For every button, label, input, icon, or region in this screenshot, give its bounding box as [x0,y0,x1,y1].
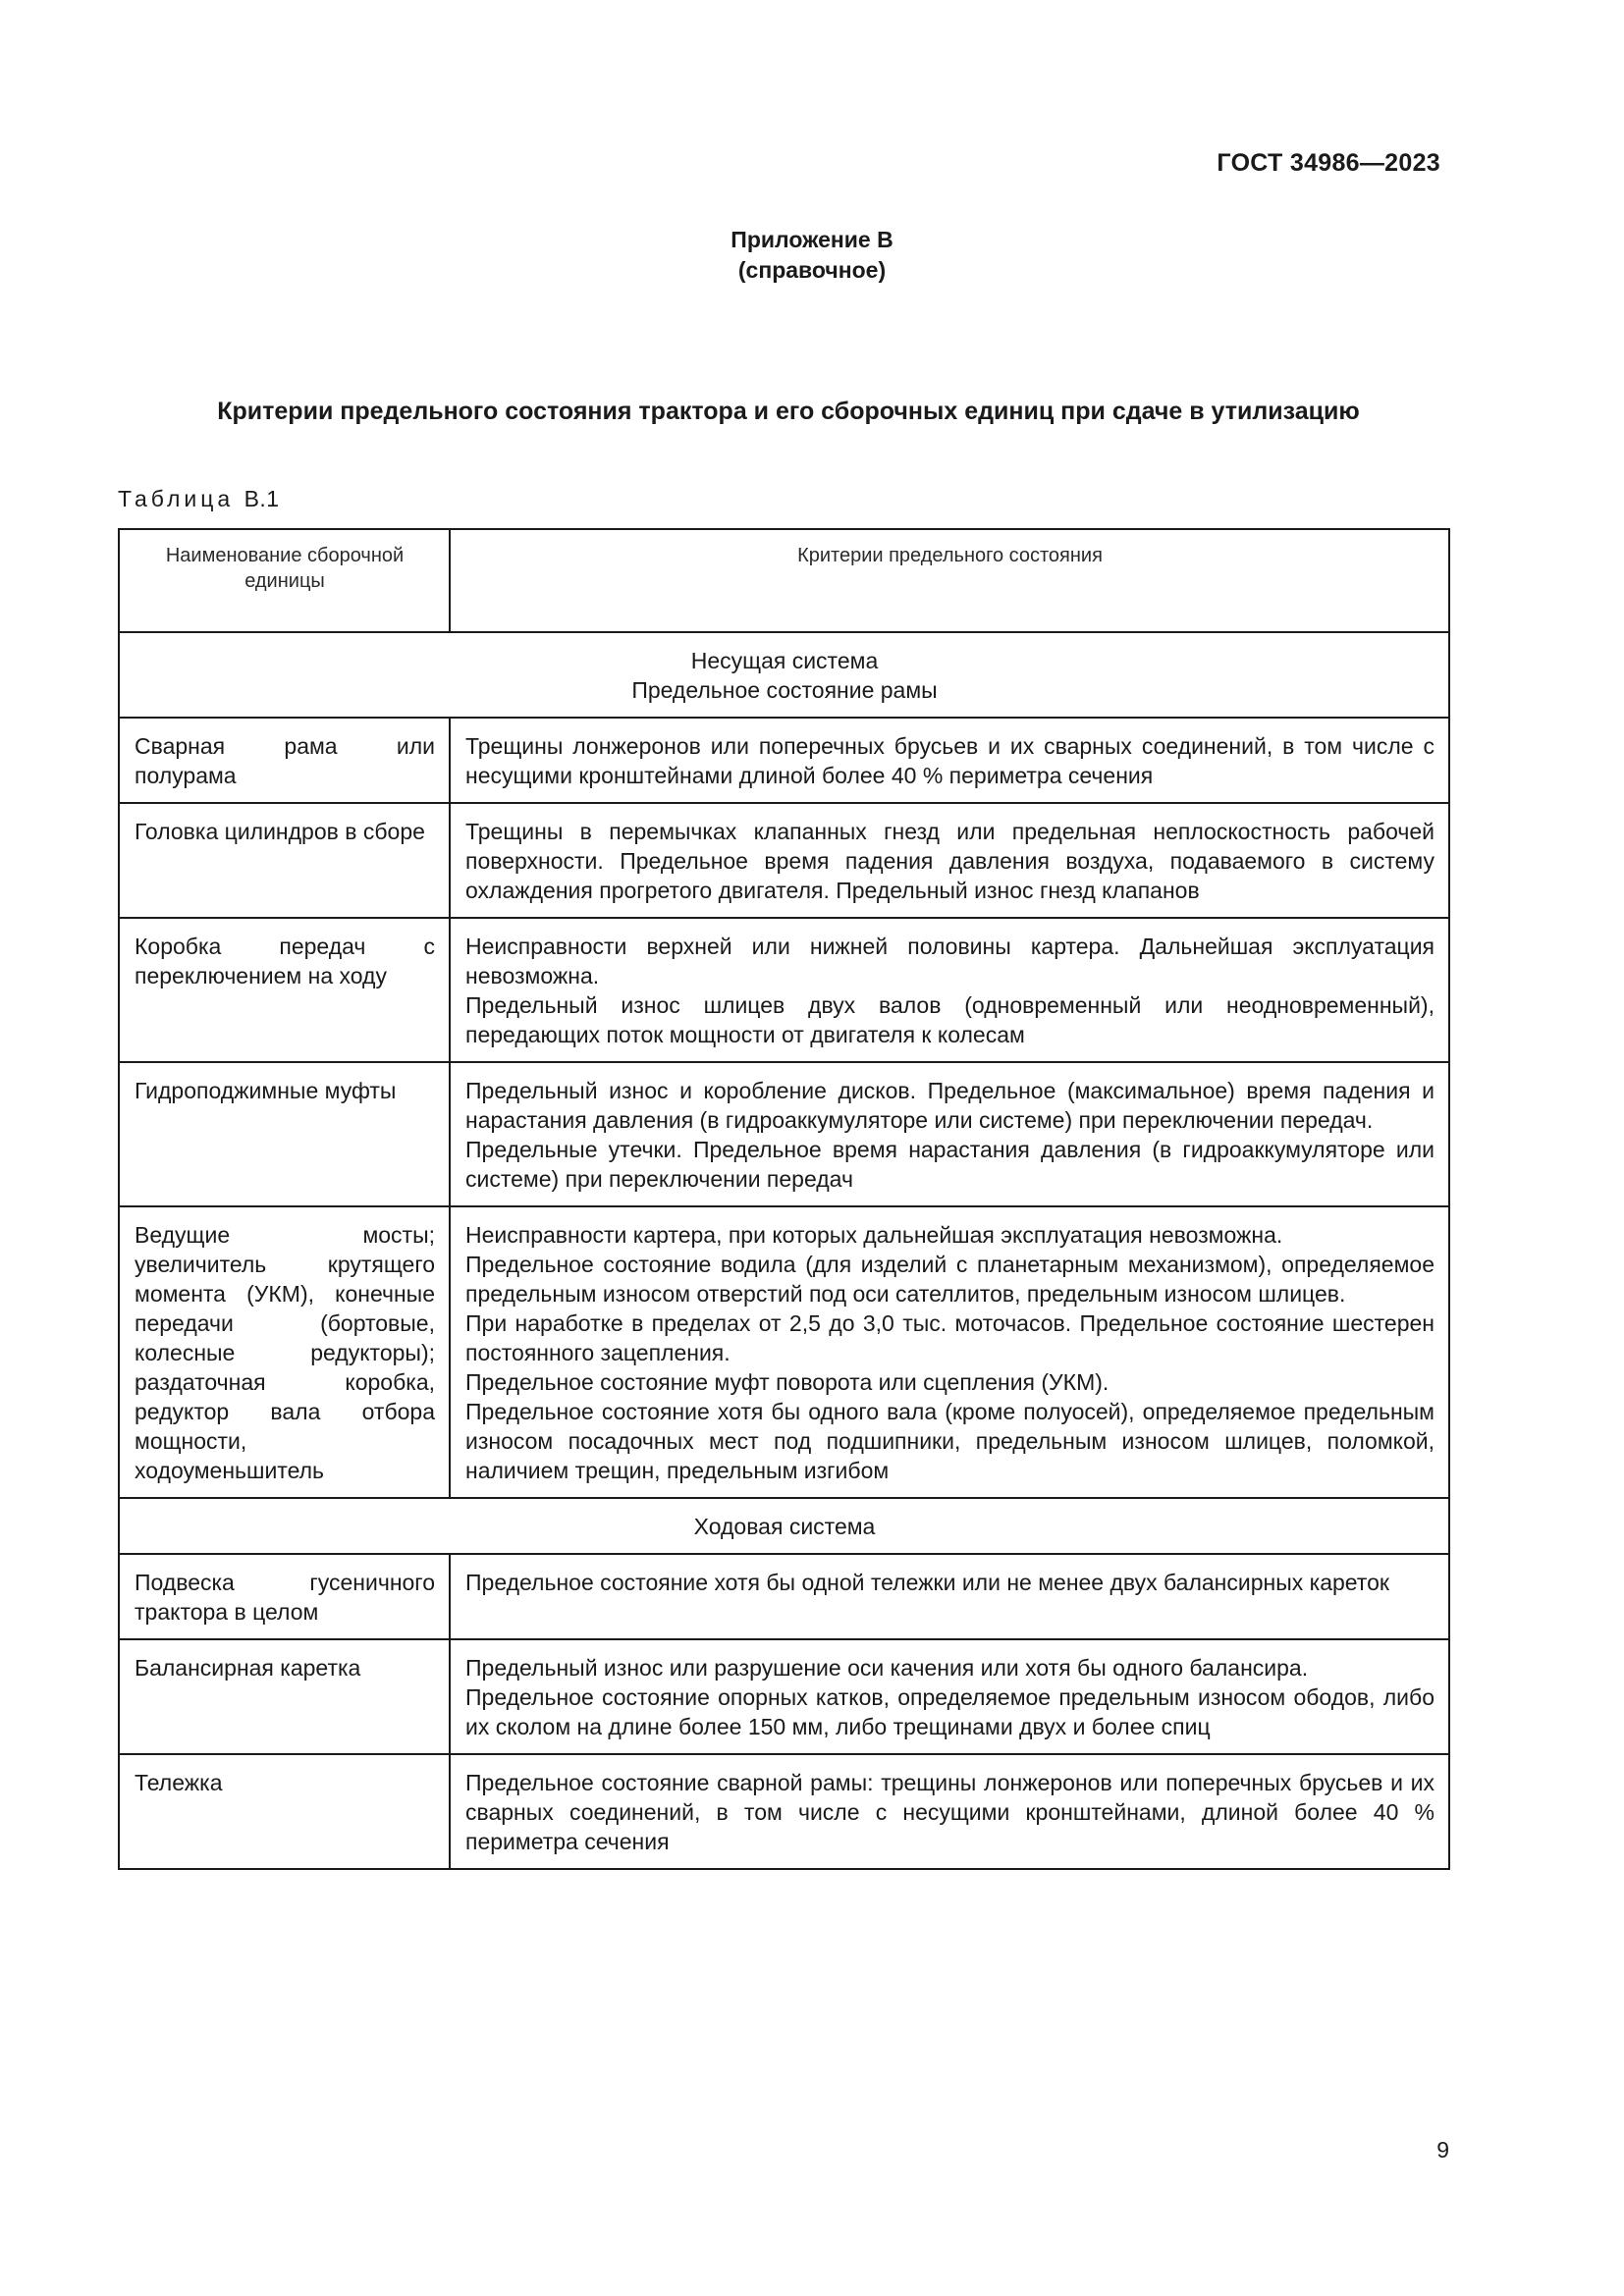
table-header-row [119,529,1449,632]
section-title-line: Несущая система [690,648,879,673]
page-number: 9 [1436,2137,1449,2163]
table-row [119,718,1449,803]
unit-name-cell: Балансирная каретка [119,1639,450,1754]
criteria-cell [450,1062,1449,1206]
table-row [119,1062,1449,1206]
unit-name-cell: Тележка [119,1754,450,1869]
criteria-paragraph: Предельное состояние сварной рамы: трещины лонжеронов или поперечных брусьев и их сварных соединений, в том числе с несущими кронштейнами, длиной более 40 % периметра сечения [465,1770,1435,1854]
criteria-paragraph: Предельный износ и коробление дисков. Предельное (максимальное) время падения и нарастания давления (в гидроаккумуляторе или системе) при переключении передач. [465,1078,1435,1133]
criteria-paragraph: Трещины лонжеронов или поперечных брусьев и их сварных соединений, в том числе с несущими кронштейнами длиной более 40 % периметра сечения [465,733,1435,788]
criteria-cell [450,1206,1449,1498]
table-label-number: В.1 [244,486,280,511]
criteria-paragraph: Неисправности верхней или нижней половины картера. Дальнейшая эксплуатация невозможна. [465,934,1435,988]
unit-name-cell: Ведущие мосты; увеличитель крутящего момента (УКМ), конечные передачи (бортовые, колесные редукторы); раздаточная коробка, редуктор вала отбора мощности, ходоуменьшитель [119,1206,450,1498]
table-row [119,803,1449,918]
criteria-cell [450,918,1449,1062]
unit-name-cell: Подвеска гусеничного трактора в целом [119,1554,450,1639]
section-heading: Критерии предельного состояния трактора и его сборочных единиц при сдаче в утилизацию [217,398,1360,425]
table-row [119,1639,1449,1754]
criteria-paragraph: Предельное состояние хотя бы одного вала (кроме полуосей), определяемое предельным износом посадочных мест под подшипники, предельным износом шлицев, поломкой, наличием трещин, предельным изгибом [465,1399,1435,1483]
criteria-cell [450,1639,1449,1754]
section-title-line: Ходовая система [693,1514,876,1539]
table-body [119,632,1449,1869]
section-title [119,632,1449,718]
unit-name-cell: Гидроподжимные муфты [119,1062,450,1206]
appendix-subtitle: (справочное) [737,257,887,283]
criteria-cell [450,803,1449,918]
table-row [119,1206,1449,1498]
table-row [119,918,1449,1062]
criteria-paragraph: Предельные утечки. Предельное время нарастания давления (в гидроаккумуляторе или системе) при переключении передач [465,1137,1435,1192]
criteria-paragraph: Предельный износ шлицев двух валов (одновременный или неодновременный), передающих поток мощности от двигателя к колесам [465,992,1435,1047]
section-title-line: Предельное состояние рамы [631,677,938,703]
header-criteria: Критерии предельного состояния [450,529,1449,632]
criteria-cell [450,718,1449,803]
table-label-word: Таблица [118,486,235,511]
criteria-cell [450,1554,1449,1639]
section-row [119,1498,1449,1554]
unit-name-cell: Коробка передач с переключением на ходу [119,918,450,1062]
document-code: ГОСТ 34986—2023 [1217,149,1440,177]
criteria-cell [450,1754,1449,1869]
criteria-paragraph: Предельное состояние муфт поворота или сцепления (УКМ). [465,1369,1110,1395]
section-row [119,632,1449,718]
criteria-paragraph: Предельное состояние опорных катков, определяемое предельным износом ободов, либо их сколом на длине более 150 мм, либо трещинами двух и более спиц [465,1684,1435,1739]
appendix-title-block [0,225,1624,286]
table-row [119,1554,1449,1639]
unit-name-cell: Сварная рама или полурама [119,718,450,803]
criteria-paragraph: Неисправности картера, при которых дальнейшая эксплуатация невозможна. [465,1222,1283,1248]
criteria-paragraph: Трещины в перемычках клапанных гнезд или предельная неплоскостность рабочей поверхности. Предельное время падения давления воздуха, подаваемого в систему охлаждения прогретого двигателя. Предельный износ гнезд клапанов [465,819,1435,903]
header-unit: Наименование сборочной единицы [119,529,450,632]
criteria-paragraph: При наработке в пределах от 2,5 до 3,0 тыс. моточасов. Предельное состояние шестерен постоянного зацепления. [465,1310,1435,1365]
criteria-paragraph: Предельное состояние хотя бы одной тележки или не менее двух балансирных кареток [465,1570,1389,1595]
criteria-paragraph: Предельное состояние водила (для изделий с планетарным механизмом), определяемое предельным износом отверстий под оси сателлитов, предельным износом шлицев. [465,1252,1435,1307]
unit-name-cell: Головка цилиндров в сборе [119,803,450,918]
criteria-paragraph: Предельный износ или разрушение оси качения или хотя бы одного балансира. [465,1655,1309,1681]
section-title [119,1498,1449,1554]
criteria-table [118,528,1450,1870]
table-row [119,1754,1449,1869]
appendix-title: Приложение В [731,227,893,252]
table-label [118,486,280,512]
